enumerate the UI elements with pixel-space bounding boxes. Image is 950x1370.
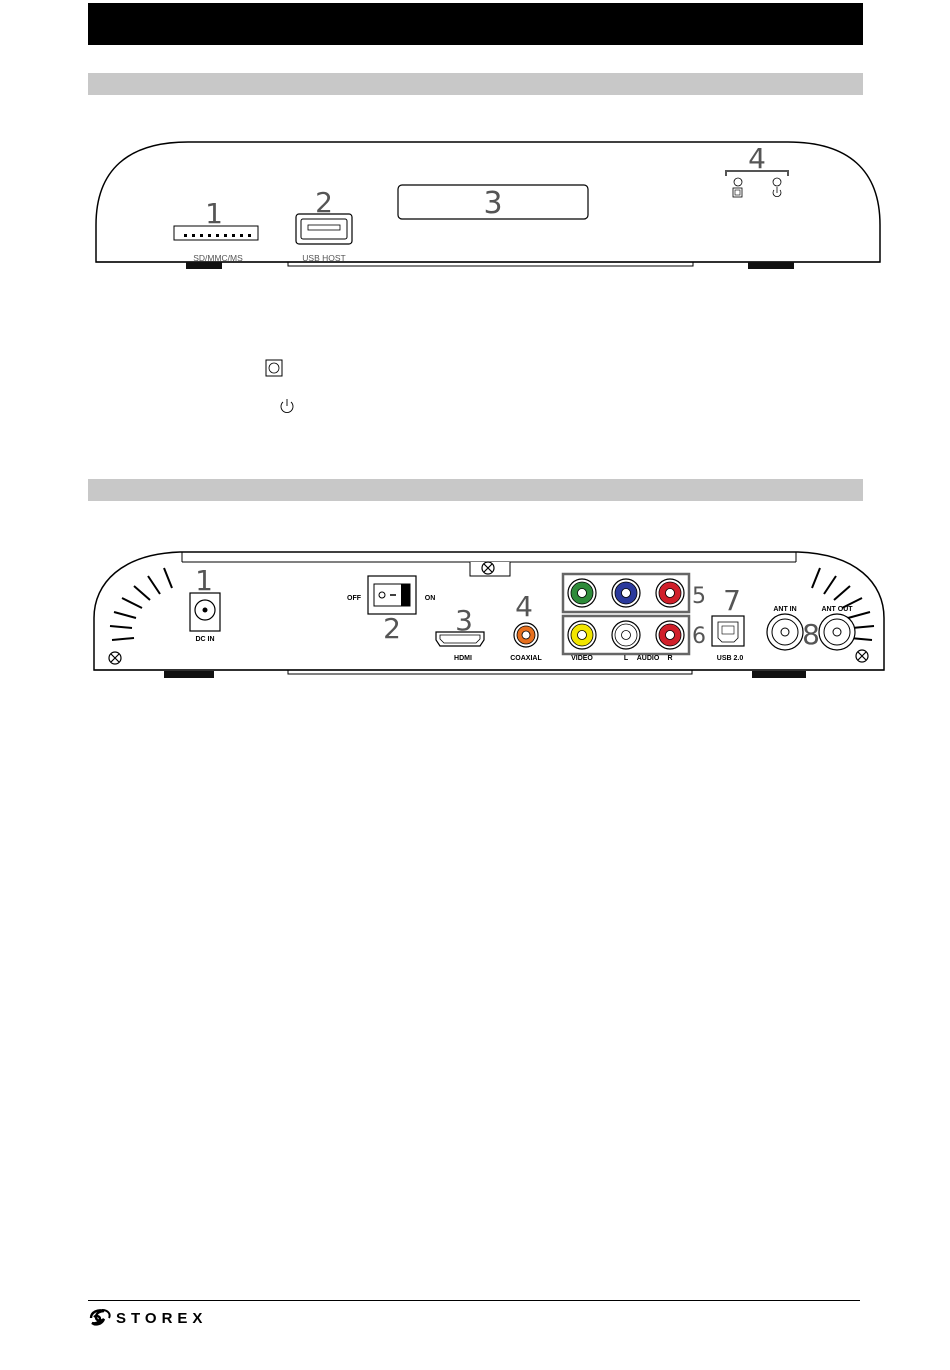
section-bar-front [88,73,863,95]
front-foot-left [186,262,222,269]
footer-rule [88,1300,860,1301]
power-symbol-icon [278,396,296,416]
antenna-out-port [819,614,855,650]
header-bar [88,3,863,45]
component-red-jack [656,579,684,607]
rear-callout-2: 2 [383,612,401,645]
hdmi-label: HDMI [454,655,472,662]
brand-logo [88,1306,207,1330]
audio-right-jack [656,621,684,649]
rear-callout-7: 7 [723,584,741,617]
front-callout-3: 3 [483,186,503,221]
usb-2-label: USB 2.0 [716,655,744,662]
slot-label: SD/MMC/MS [193,253,243,263]
dc-in-label: DC IN [195,636,215,643]
rear-callout-8: 8 [802,618,820,651]
power-led [773,178,781,186]
rear-callout-3: 3 [455,604,473,637]
audio-right-label: R [667,655,673,662]
front-panel-diagram [88,130,888,280]
front-foot-right [748,262,794,269]
front-callout-4: 4 [748,142,766,175]
rear-callout-6: 6 [692,624,706,649]
audio-left-jack [612,621,640,649]
audio-left-label: L [623,655,629,662]
front-callout-2: 2 [315,186,333,219]
ant-in-label: ANT IN [773,606,797,613]
video-label: VIDEO [571,655,593,662]
standby-led [734,178,742,186]
switch-off-label: OFF [347,595,361,602]
ant-out-label: ANT OUT [821,606,853,613]
rear-panel-diagram [92,548,892,688]
front-callout-1: 1 [205,197,223,230]
brand-name: STOREX [116,1309,208,1327]
rear-callout-1: 1 [195,564,213,597]
video-yellow-jack [568,621,596,649]
antenna-in-port [767,614,803,650]
storex-swirl-icon [88,1308,112,1328]
rear-callout-5: 5 [692,584,706,609]
usb-host-label: USB HOST [302,253,346,263]
rear-foot-left [164,671,214,678]
rear-callout-4: 4 [515,590,533,623]
coaxial-label: COAXIAL [510,655,542,662]
component-blue-jack [612,579,640,607]
component-green-jack [568,579,596,607]
standby-symbol-icon [264,358,284,378]
rear-foot-right [752,671,806,678]
audio-label: AUDIO [636,655,660,662]
screw-icon [482,562,494,574]
section-bar-rear [88,479,863,501]
switch-on-label: ON [424,595,436,602]
